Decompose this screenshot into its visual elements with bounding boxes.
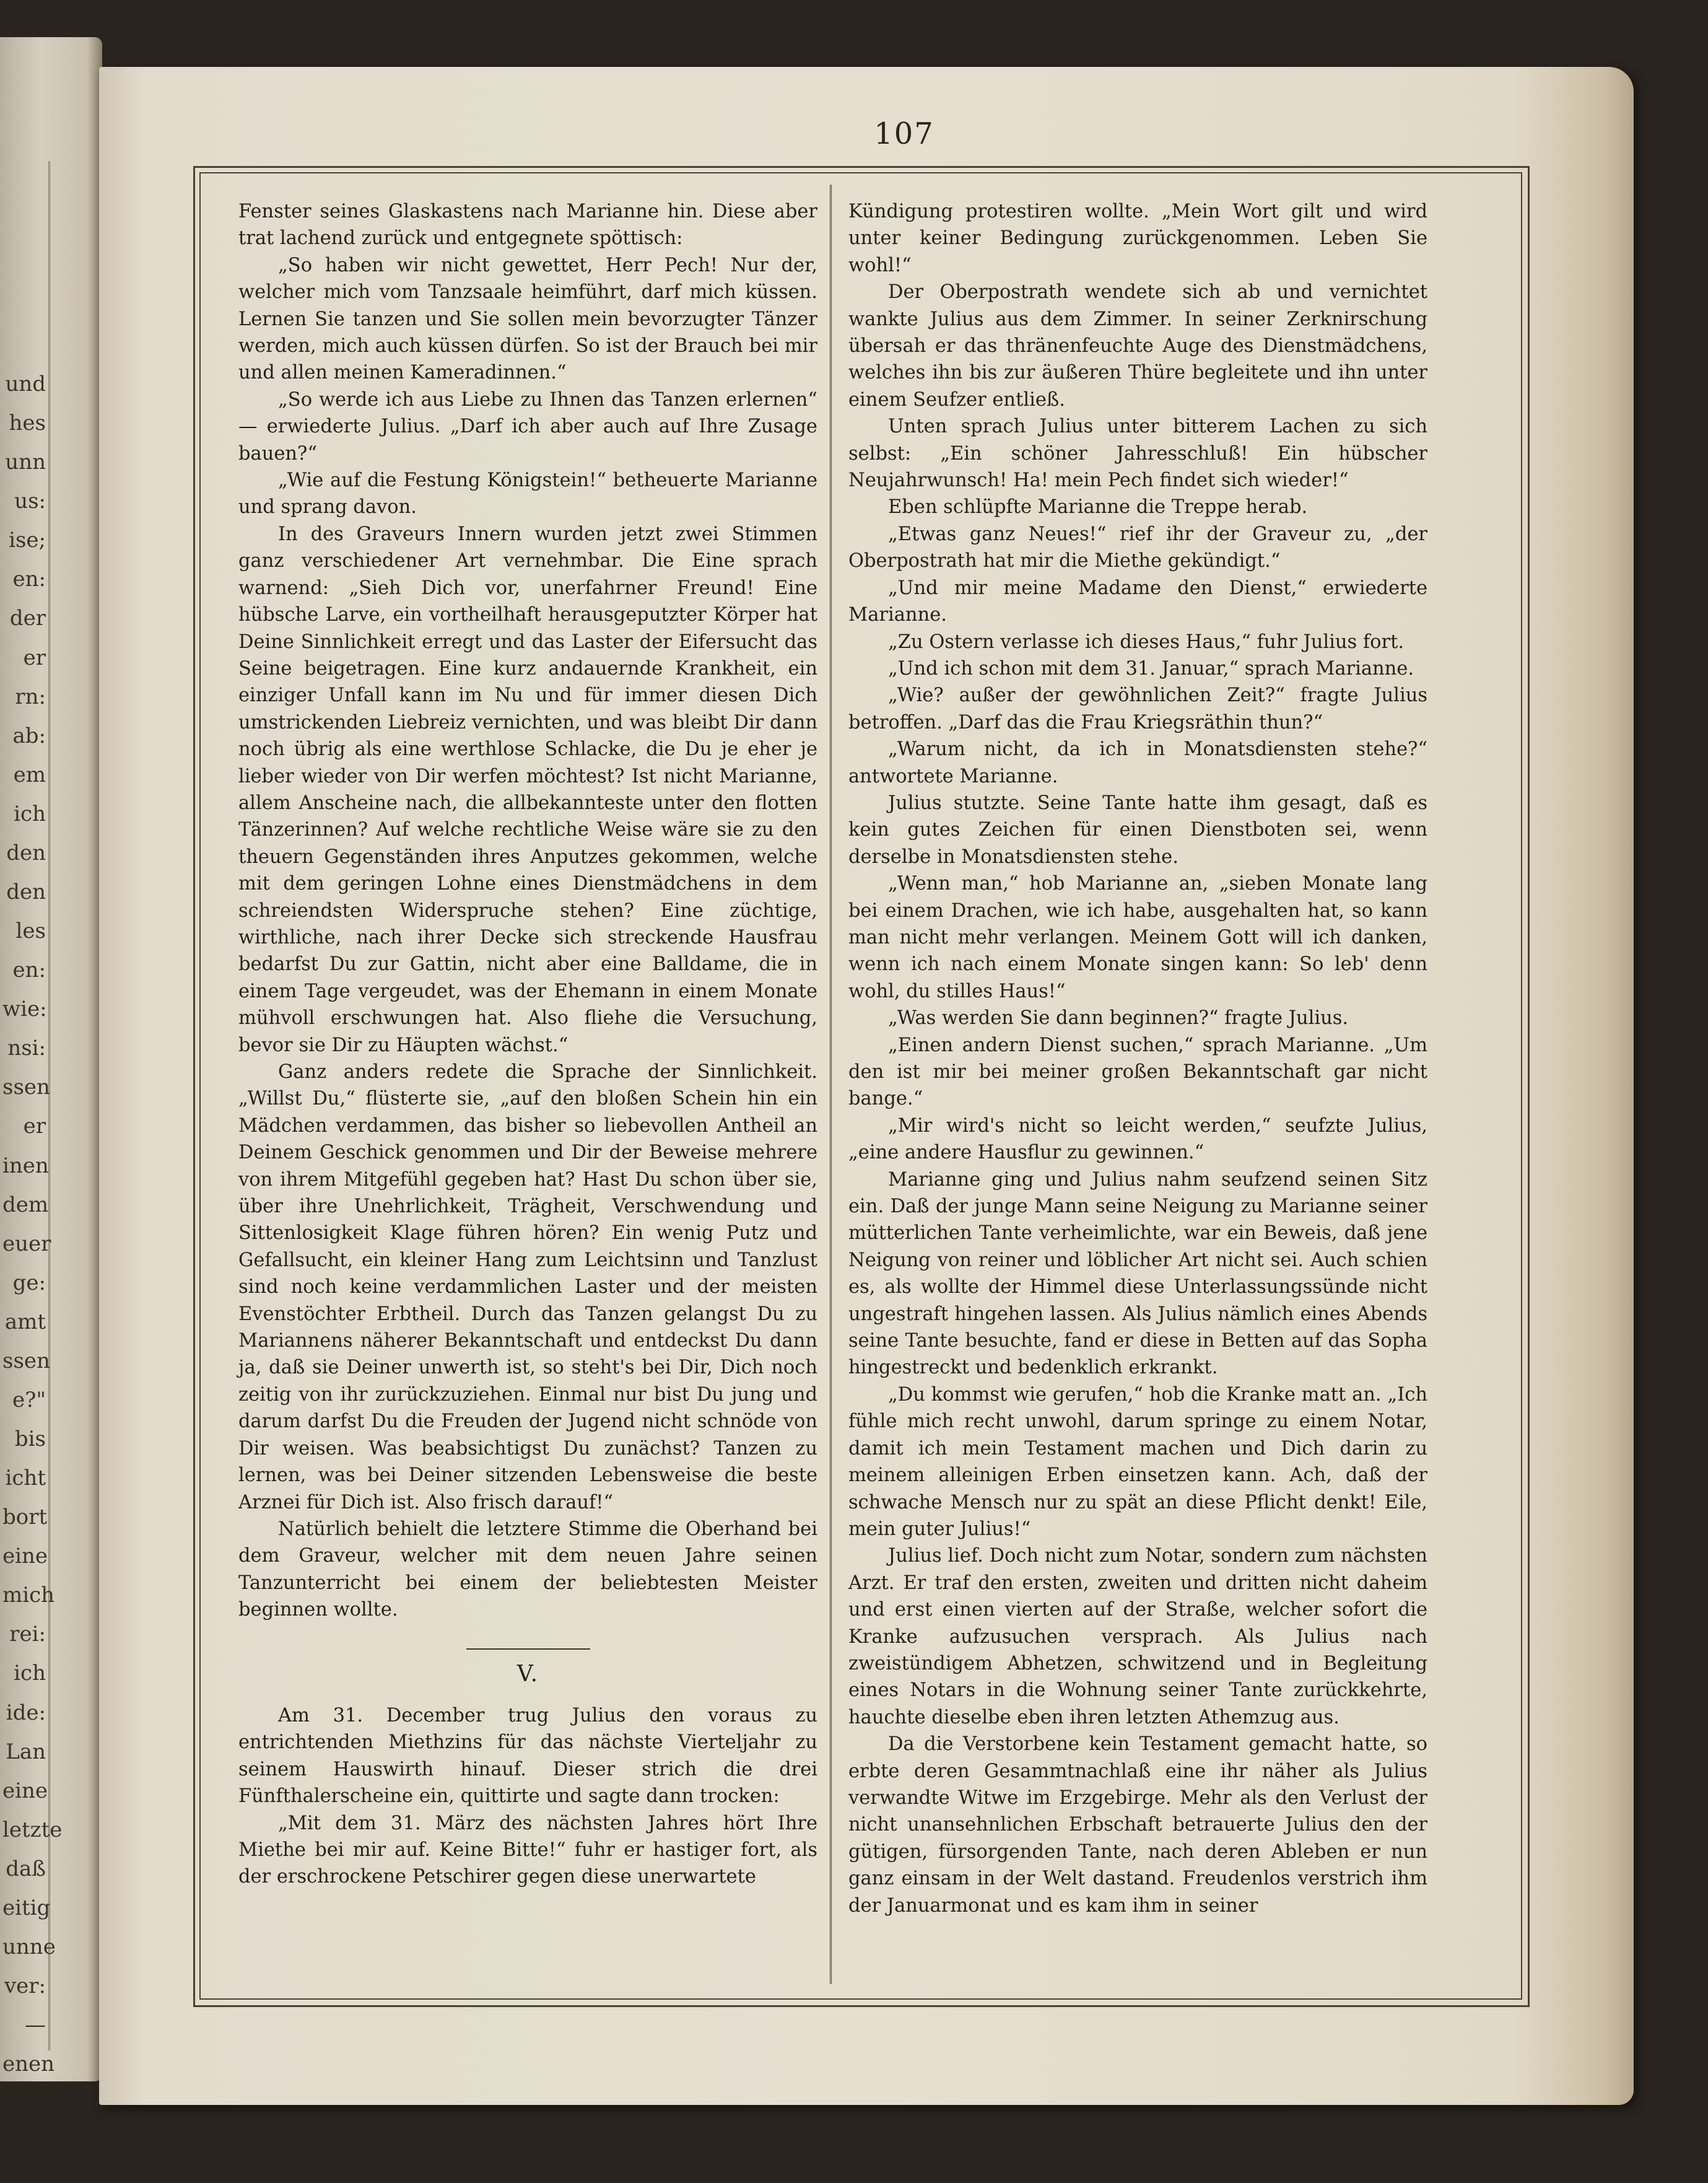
paragraph: Julius stutzte. Seine Tante hatte ihm gesagt, daß es kein gutes Zeichen für einen Dienstboten sei, wenn derselbe in Monatsdiensten stehe. [848,792,1427,868]
paragraph: „Zu Ostern verlasse ich dieses Haus,“ fuhr Julius fort. [888,631,1405,653]
paragraph: Am 31. December trug Julius den voraus zu entrichtenden Miethzins für das nächste Vierteljahr zu seinem Hauswirth hinauf. Dieser strich die drei Fünfthalerscheine ein, quittirte und sagte dann trocken: [238,1704,817,1808]
previous-page-fragment: den [6,879,46,904]
page-number: 107 [874,116,935,151]
right-column [848,198,1427,1919]
previous-page-fragment: unn [5,450,46,475]
previous-page-fragment: — [25,2013,46,2038]
previous-page-fragment: rei: [9,1622,46,1647]
previous-page-fragment: en: [12,958,46,983]
previous-page-fragment: wie: [2,997,47,1022]
paragraph: „Warum nicht, da ich in Monatsdiensten stehe?“ antwortete Marianne. [848,738,1427,787]
previous-page-fragment: ich [14,1661,46,1686]
previous-page-fragment: der [9,606,46,631]
paragraph: Da die Verstorbene kein Testament gemacht hatte, so erbte deren Gesammtnachlaß eine ihr näher als Julius verwandte Witwe im Erzgebirge. Mehr als den Verlust der nicht unansehnlichen Erbschaft betrauerte Julius den der gütigen, fürsorgenden Tante, nach deren Ableben er nun ganz einsam in der Welt dastand. Freudenlos verstrich ihm der Januarmonat und es kam ihm in seiner [848,1733,1427,1917]
previous-page-fragment: und [5,372,46,396]
previous-page-fragment: ge: [12,1270,46,1295]
paragraph: Fenster seines Glaskastens nach Marianne hin. Diese aber trat lachend zurück und entgegnete spöttisch: [238,201,817,250]
paragraph: „So haben wir nicht gewettet, Herr Pech! Nur der, welcher mich vom Tanzsaale heimführt, darf mich küssen. Lernen Sie tanzen und Sie sollen mein bevorzugter Tänzer werden, mich auch küssen dürfen. So ist der Brauch bei mir und allen meinen Kameradinnen.“ [238,254,817,384]
paragraph: „Und mir meine Madame den Dienst,“ erwiederte Marianne. [848,577,1427,626]
paragraph: „Wenn man,“ hob Marianne an, „sieben Monate lang bei einem Drachen, wie ich habe, ausgehalten hat, so kann man nicht mehr verlangen. Meinem Gott will ich danken, wenn ich nach einem Monate singen kann: So leb' denn wohl, du stilles Haus!“ [848,873,1427,1002]
previous-page-fragment: bis [14,1427,46,1452]
previous-page-fragment: eitig [2,1895,51,1920]
paragraph: Ganz anders redete die Sprache der Sinnlichkeit. „Willst Du,“ flüsterte sie, „auf den bloßen Schein hin ein Mädchen verdammen, das bisher so liebevollen Antheil an Deinem Geschick genommen und Dir der Beweise mehrere von ihrem Mitgefühl gegeben hat? Hast Du schon über sie, über ihre Unehrlichkeit, Trägheit, Verschwendung und Sittenlosigkeit Klage führen hören? Ein wenig Putz und Gefallsucht, ein kleiner Hang zum Leichtsinn und Tanzlust sind noch keine verdammlichen Laster und der meisten Evenstöchter Erbtheil. Durch das Tanzen gelangst Du zu Mariannens näherer Bekanntschaft und entdeckst Du dann ja, daß sie Deiner unwerth ist, so steht's bei Dir, Dich noch zeitig von ihr zurückzuziehen. Einmal nur bist Du jung und darum darfst Du die Freuden der Jugend nicht schnöde von Dir weisen. Was beabsichtigst Du zunächst? Tanzen zu lernen, was bei Deiner sitzenden Lebensweise die beste Arznei für Dich ist. Also frisch darauf!“ [238,1061,817,1513]
paragraph: In des Graveurs Innern wurden jetzt zwei Stimmen ganz verschiedener Art vernehmbar. Die Eine sprach warnend: „Sieh Dich vor, unerfahrner Freund! Eine hübsche Larve, ein vortheilhaft herausgeputzter Körper hat Deine Sinnlichkeit erregt und das Laster der Eifersucht das Seine beigetragen. Eine kurz andauernde Krankheit, ein einziger Unfall kann im Nu und für immer diesen Dich umstrickenden Liebreiz vernichten, und was bleibt Dir dann noch übrig als eine werthlose Schlacke, die Du je eher je lieber wieder von Dir werfen möchtest? Ist nicht Marianne, allem Anscheine nach, die allbekannteste unter den flotten Tänzerinnen? Auf welche rechtliche Weise wäre sie zu den theuern Gegenständen ihres Anputzes gekommen, welche mit dem geringen Lohne eines Dienstmädchens in dem schreiendsten Widerspruche stehen? Eine züchtige, wirthliche, nach ihrer Decke sich streckende Hausfrau bedarfst Du zur Gattin, nicht aber eine Balldame, die in einem Tage vergeudet, was der Ehemann in einem Monate mühvoll erschwungen hat. Also fliehe die Versuchung, bevor sie Dir zu Häupten wächst.“ [238,523,817,1056]
paragraph: „Mir wird's nicht so leicht werden,“ seufzte Julius, „eine andere Hausflur zu gewinnen.“ [848,1114,1427,1164]
previous-page-fragment: inen [2,1153,49,1178]
previous-page-fragment: ich [14,801,46,826]
paragraph: „Wie auf die Festung Königstein!“ betheuerte Marianne und sprang davon. [238,470,817,518]
previous-page-fragment: eine [2,1778,48,1803]
paragraph: Natürlich behielt die letztere Stimme die Oberhand bei dem Graveur, welcher mit dem neuen Jahre seinen Tanzunterricht bei einem der beliebtesten Meister beginnen wollte. [238,1518,817,1621]
previous-page-edge [0,37,102,2081]
previous-page-fragment: enen [2,2052,55,2077]
paragraph: Kündigung protestiren wollte. „Mein Wort gilt und wird unter keiner Bedingung zurückgenommen. Leben Sie wohl!“ [848,201,1427,276]
previous-page-fragment: euer [2,1231,51,1256]
previous-page-fragment: amt [4,1309,46,1334]
paragraph: Julius lief. Doch nicht zum Notar, sondern zum nächsten Arzt. Er traf den ersten, zweiten und dritten nicht daheim und erst einen vierten auf der Straße, welcher sofort die Kranke aufzusuchen versprach. Als Julius nach zweistündigem Abhetzen, schwitzend und in Begleitung eines Notars in die Wohnung seiner Tante zurückkehrte, hauchte dieselbe eben ihren letzten Athemzug aus. [848,1545,1427,1728]
section-rule [466,1648,590,1650]
previous-page-fragment: ise; [9,528,46,553]
previous-page-frame [0,161,63,2050]
paragraph: Der Oberpostrath wendete sich ab und vernichtet wankte Julius aus dem Zimmer. In seiner Zerknirschung übersah er das thränenfeuchte Auge des Dienstmädchens, welches ihn bis zur äußeren Thüre begleitete und ihn unter einem Seufzer entließ. [848,281,1427,411]
paragraph: Eben schlüpfte Marianne die Treppe herab. [888,496,1308,518]
left-column [238,198,817,1891]
previous-page-fragment: em [13,762,46,787]
previous-page-fragment: ide: [6,1700,46,1725]
previous-page-fragment: e?" [12,1387,46,1412]
previous-page-fragment: Lan [6,1739,46,1764]
previous-page-fragment: ssen [2,1348,50,1373]
previous-page-fragment: dem [2,1192,49,1217]
paragraph: „So werde ich aus Liebe zu Ihnen das Tanzen erlernen“ — erwiederte Julius. „Darf ich aber auch auf Ihre Zusage bauen?“ [238,388,817,465]
previous-page-fragment: hes [9,411,46,436]
previous-page-fragment: unne [2,1935,56,1959]
paragraph: „Etwas ganz Neues!“ rief ihr der Graveur zu, „der Oberpostrath hat mir die Miethe gekündigt.“ [848,523,1427,572]
paragraph: Unten sprach Julius unter bitterem Lachen zu sich selbst: „Ein schöner Jahresschluß! Ein hübscher Neujahrwunsch! Ha! mein Pech findet sich wieder!“ [848,416,1427,492]
previous-page-fragment: ab: [12,723,46,748]
paragraph: „Und ich schon mit dem 31. Januar,“ sprach Marianne. [888,657,1414,680]
previous-page-fragment: daß [6,1856,46,1881]
previous-page-fragment: rn: [15,684,46,709]
paragraph: „Einen andern Dienst suchen,“ sprach Marianne. „Um den ist mir bei meiner großen Bekanntschaft gar nicht bange.“ [848,1034,1427,1110]
previous-page-fragment: bort [2,1505,48,1530]
previous-page-fragment: er [23,645,46,670]
paragraph: „Wie? außer der gewöhnlichen Zeit?“ fragte Julius betroffen. „Darf das die Frau Kriegsräthin thun?“ [848,685,1427,733]
previous-page-fragment: en: [12,567,46,592]
previous-page-fragment: eine [2,1544,48,1569]
paragraph: „Was werden Sie dann beginnen?“ fragte Julius. [888,1007,1349,1030]
previous-page-fragment: icht [5,1466,46,1491]
paragraph: „Du kommst wie gerufen,“ hob die Kranke matt an. „Ich fühle mich recht unwohl, darum springe zu einem Notar, damit ich mein Testament machen und Dich darin zu meinem alleinigen Erben einsetzen kann. Ach, daß der schwache Mensch nur zu spät an diese Pflicht denkt! Eile, mein guter Julius!“ [848,1383,1427,1540]
book-page [99,67,1634,2105]
previous-page-fragment: letzte [2,1817,63,1842]
paragraph: Marianne ging und Julius nahm seufzend seinen Sitz ein. Daß der junge Mann seine Neigung zu Marianne seiner mütterlichen Tante verheimlichte, war ein Beweis, daß jene Neigung von reiner und löblicher Art nicht sei. Auch schien es, als wollte der Himmel diese Unterlassungssünde nicht ungestraft hingehen lassen. Als Julius nämlich eines Abends seine Tante besuchte, fand er diese in Betten auf das Sopha hingestreckt und bedenklich erkrankt. [848,1168,1427,1379]
previous-page-fragment: ver: [4,1974,46,1999]
previous-page-fragment: ssen [2,1075,50,1100]
section-heading: V. [516,1661,539,1687]
column-divider [830,185,832,1984]
previous-page-fragment: er [23,1114,46,1139]
previous-page-fragment: les [15,919,46,944]
previous-page-fragment: us: [14,489,46,514]
previous-page-fragment: mich [2,1583,55,1608]
previous-page-fragment: den [6,840,46,865]
previous-page-fragment: nsi: [7,1036,46,1061]
paragraph: „Mit dem 31. März des nächsten Jahres hört Ihre Miethe bei mir auf. Keine Bitte!“ fuhr er hastiger fort, als der erschrockene Petschirer gegen diese unerwartete [238,1812,817,1888]
